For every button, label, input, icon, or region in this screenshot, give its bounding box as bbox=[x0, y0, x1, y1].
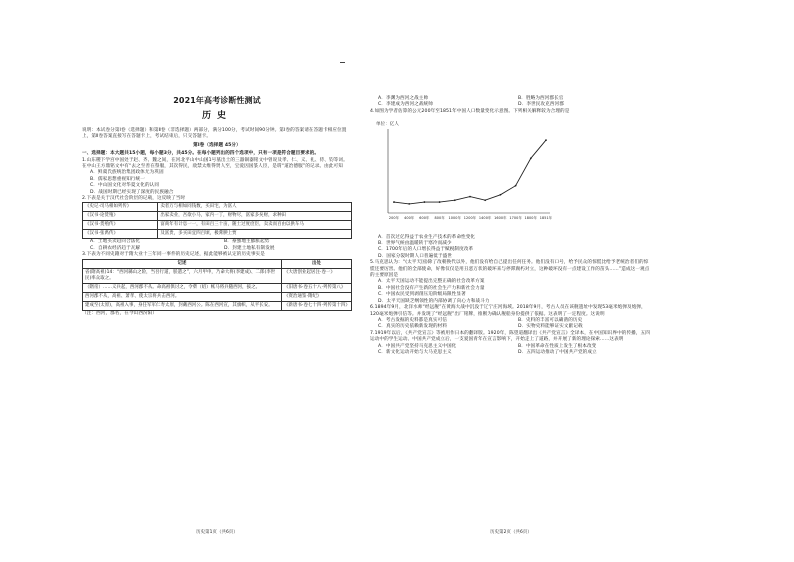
table-cell: 《史记·司马相如列传》 bbox=[83, 203, 158, 212]
table-header: 出处 bbox=[282, 259, 352, 268]
q2-option: B．豪强地主膨胀起势 bbox=[224, 239, 270, 245]
table-row bbox=[83, 230, 352, 239]
q3-option: A．李渊为西河之战主帅 bbox=[378, 96, 429, 101]
scan-mark bbox=[340, 62, 345, 63]
q7-option: A．中国共产党坚持马克思主义中国化 bbox=[378, 343, 457, 349]
x-tick-label: 1200年 bbox=[463, 216, 477, 221]
table-cell: 《大唐创业起居注·卷一》 bbox=[282, 268, 352, 283]
q1-options bbox=[82, 170, 352, 196]
data-point bbox=[393, 201, 395, 203]
question-3: 3.下表为不同史籍对于隋大业十三年同一事件的历史记述，据此能够被认定的历史事实是 bbox=[82, 252, 265, 258]
q7-option: D．五四运动推动了中国共产党的成立 bbox=[518, 349, 597, 355]
q1-option: B．儒家思想重视知行统一 bbox=[90, 176, 145, 182]
q5-options bbox=[370, 279, 652, 305]
table-cell: 《汉书·货殖传》 bbox=[83, 221, 158, 230]
table-cell: 《汉书·论货殖》 bbox=[83, 212, 158, 221]
q7-options bbox=[370, 344, 652, 357]
q5-option: D．太平天国缺乏纲领性的内部协调了向心力和战斗力 bbox=[378, 298, 490, 304]
data-point bbox=[484, 200, 486, 202]
table-cell: 《汉书·张禹传》 bbox=[83, 230, 158, 239]
table-note: （注：西河，郡名，在今山西汾阳） bbox=[82, 310, 158, 316]
data-point bbox=[500, 194, 502, 196]
q5-option: C．中国农民受到剥削压迫阶级局限性显著 bbox=[378, 292, 466, 298]
x-tick-label: 1851年 bbox=[539, 216, 553, 221]
data-point bbox=[454, 200, 456, 202]
q2-option: C．自耕农经济趋于瓦解 bbox=[90, 245, 141, 251]
table-row bbox=[83, 203, 352, 212]
table-cell: 《旧唐书·卷五十八·列传第八》 bbox=[282, 283, 352, 292]
question-5: 5.马克思认为：“(太平天国)除了改朝换代以外，他们没有给自己提出任何任务。他们没有口号，给予民众的惊慌比给予老统治者们的惊慌还要厉害。他们的全部使命，好像仅仅是用丑恶万状的破坏来与停滞腐朽对立，这种破坏没有一点建设工作的苗头……”造成这一观点的主要原因是 bbox=[370, 260, 650, 279]
data-point bbox=[439, 201, 441, 203]
table-cell: 建成至(太原)，高祖入事，身任军军仁寿太原，封戴西河公。陈在西河宣，其旗帜，从平长安。 bbox=[83, 301, 282, 310]
chart-ylabel: 单位：亿人 bbox=[376, 122, 399, 128]
q1-option: D．战国时期已经实现了深度的民族融合 bbox=[90, 189, 174, 195]
data-point bbox=[545, 139, 547, 141]
x-tick-label: 1600年 bbox=[494, 216, 507, 221]
table-cell: （隋帝）……义兵起，西河郡不从。命高祖俱讨之，令柴（绍）帐马将兵随西河，拔之。 bbox=[83, 283, 282, 292]
table-row bbox=[83, 292, 352, 301]
q2-table bbox=[82, 202, 352, 239]
q3-option: D．李世民攻克西河郡 bbox=[518, 102, 564, 108]
q4-option: B．世界气候由温暖转于寒冷而减少 bbox=[378, 241, 452, 247]
exam-title: 2021年高考诊断性测试 bbox=[173, 96, 261, 105]
x-tick-label: 800年 bbox=[434, 216, 445, 221]
x-tick-label: 1800年 bbox=[524, 216, 538, 221]
table-cell: 西河郡不从，高祖、萧孝、使太宗将兵击西河。 bbox=[83, 292, 282, 301]
page-footer: 历史第1页（共6页） bbox=[196, 529, 238, 535]
x-tick-label: 1700年 bbox=[509, 216, 522, 221]
q4-option: A．首次过亿得益于农业生产技术的革命性变化 bbox=[378, 234, 476, 240]
x-tick-label: 200年 bbox=[388, 216, 400, 221]
q1-option: A．鲜虞氏族统治集团政体尤为巩固 bbox=[90, 170, 164, 176]
table-cell: 出家卖业，吾欲小马，家内一丁，财物尽，富家多矣财，求种田 bbox=[158, 212, 352, 221]
q3-option: B．胜略为西河郡长官 bbox=[518, 96, 564, 101]
table-cell: 及富贵，多买田宜四百顷，极膏腴上贾 bbox=[158, 230, 352, 239]
q3-table bbox=[82, 259, 352, 311]
data-point bbox=[408, 203, 410, 205]
q4-options bbox=[370, 235, 652, 261]
instructions: 说明：本试卷分第Ⅰ卷（选择题）和第Ⅱ卷（非选择题）两部分，满分100分，考试时间90分钟。第Ⅰ卷的答案请在答题卡相应位置上，第Ⅱ卷答案直接写在答题卡上，考试结束后，只交答题卡。 bbox=[82, 128, 347, 140]
table-row bbox=[83, 301, 352, 310]
q2-options bbox=[82, 239, 352, 252]
x-tick-label: 400年 bbox=[404, 216, 415, 221]
question-4: 4.如图为学者估算的公元200年至1851年中国人口数量变化示意图。下列相关解释较为合理的是 bbox=[370, 108, 570, 114]
table-header-row bbox=[83, 259, 352, 268]
q5-option: A．太平天国运动不能提出完整正确的社会改革方案 bbox=[378, 279, 485, 285]
exam-subject: 历史 bbox=[201, 111, 232, 121]
q5-option: B．中国社会没有产生新的社会生产力和新社会力量 bbox=[378, 285, 485, 291]
question-2: 2.下表是关于汉代社会阶层的记载，这反映了当时 bbox=[82, 196, 186, 202]
right-page bbox=[370, 96, 652, 536]
question-7: 7.1919年以后，《共产党宣言》等被用作日本的翻译版。1920年，陈望道翻译出《共产党宣言》全译本，在中国知识界中的传播，五四运动中的学生运动、中国共产党成立后，一支爱国青年在宣言影响下，开始走上了道路，并开展了新的理论探索……这表明 bbox=[370, 330, 650, 343]
data-point bbox=[530, 158, 532, 160]
q6-option: D．实物史料能够证实文献记载 bbox=[518, 324, 583, 330]
table-row bbox=[83, 268, 352, 283]
section1-instructions: 一、选择题：本大题共15小题，每小题3分，共45分。在每小题列出的四个选项中，只有一项是符合题目要求的。 bbox=[82, 151, 320, 157]
q3-options bbox=[370, 96, 652, 109]
left-page bbox=[82, 96, 352, 536]
table-row bbox=[83, 221, 352, 230]
population-chart bbox=[374, 117, 554, 227]
question-1: 1.山东稷下学宫中国处于赵、齐、魏之间，在河北平山中山国1号墓出土的三器铜器铭文中曾说及孝、仁、义、礼、侍、钧等词。在中山王方鼎铭文中有“去之至善在祭服，其次得民，敌禁太维得贤人至，宝爱因国篆人臣，是谓“道治德服”的记录。由此可知 bbox=[82, 157, 348, 170]
table-cell: 《新唐书·卷七十四·列传第十四》 bbox=[282, 301, 352, 310]
question-6: 6.1894年9月，北洋水师“经远舰”在黄海大战中沉没于辽宁庄河海域。2018年9月，考古人员在该舰遗址中发现53毫米炮弹及炮弹，120毫米炮弹引信等。并发现了“经远舰”出厂铭牌，推断为确认舰船身份提供了依据。这表明了一定程度。这说明 bbox=[370, 305, 646, 317]
table-cell: 省(隋高祖)14：“西河縣山之险，当吾行道，朕遣之”，六月甲申，乃命大将(李建成)、二郎(李世民)率众取之。 bbox=[83, 268, 282, 283]
q7-option: B．中国革命在性质上发生了根本改变 bbox=[518, 343, 597, 349]
q4-option: C．1700年后的人口增长得益于赋税制度改革 bbox=[378, 247, 474, 253]
data-point bbox=[515, 185, 517, 187]
table-cell: 卖者万与相如同钱数，买田宅，为富人 bbox=[158, 203, 352, 212]
data-point bbox=[424, 201, 426, 203]
table-row bbox=[83, 283, 352, 292]
q6-option: A．考古发掘的史料都是真实可信 bbox=[378, 317, 447, 323]
page-footer: 历史第2页（共6页） bbox=[490, 529, 532, 535]
q6-option: C．真实的历史依赖新发现的材料 bbox=[378, 324, 448, 330]
q2-option: D．封建土地私有制发展 bbox=[224, 245, 275, 251]
x-tick-label: 1000年 bbox=[448, 216, 462, 221]
table-header: 记述 bbox=[83, 259, 282, 268]
population-series-line bbox=[394, 140, 546, 204]
q6-option: B．史料的丰富可以确凿的历史 bbox=[518, 317, 583, 323]
q6-options bbox=[370, 318, 652, 331]
table-cell: 富商年有计息一一，有田百三十亩，随土过度庶臣，卖卖而百由以供车马 bbox=[158, 221, 352, 230]
table-cell: 《资治通鉴·隋纪》 bbox=[282, 292, 352, 301]
q4-option: D．国家分裂时期人口普遍低于盛世 bbox=[378, 253, 453, 259]
q1-option: C．中山国文化对华夏文化的认同 bbox=[90, 183, 160, 189]
x-tick-label: 1400年 bbox=[478, 216, 492, 221]
q2-option: A．土地买卖趋向合法化 bbox=[90, 239, 141, 245]
q7-option: C．新文化运动开始与大马克思主义 bbox=[378, 349, 452, 355]
q3-option: C．李建成为西河之战统帅 bbox=[378, 102, 433, 108]
part1-heading: 第Ⅰ卷（选择题 45分） bbox=[193, 142, 241, 148]
x-tick-label: 600年 bbox=[419, 216, 430, 221]
table-row bbox=[83, 212, 352, 221]
data-point bbox=[469, 196, 471, 198]
